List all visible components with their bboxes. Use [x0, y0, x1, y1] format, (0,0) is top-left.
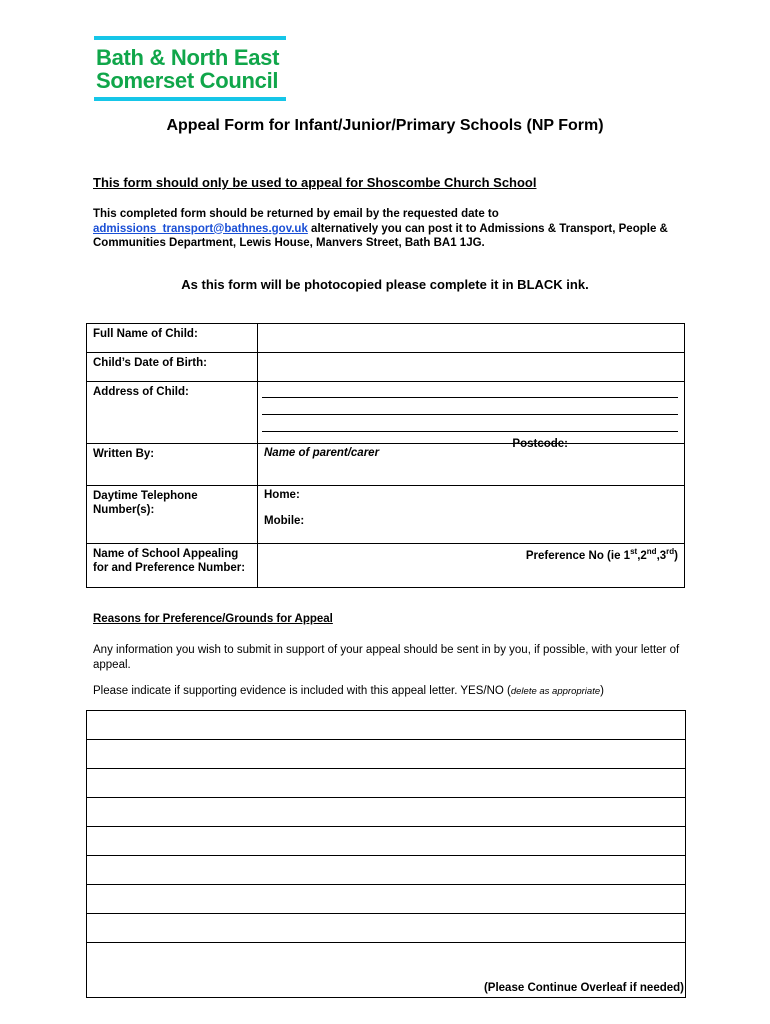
written-by-field[interactable] [258, 444, 685, 486]
admissions-email-link[interactable]: admissions_transport@bathnes.gov.uk [93, 222, 308, 235]
form-title: Appeal Form for Infant/Junior/Primary Schools (NP Form) [166, 117, 604, 134]
phone-label: Daytime Telephone Number(s): [87, 486, 258, 544]
address-field[interactable] [258, 382, 685, 450]
child-details-table [86, 323, 685, 588]
instructions-part-2: alternatively you can post it to Admissions & Transport, People & Communities Department, Lewis House, Manvers Street, Bath BA1 1JG. [93, 222, 668, 249]
table-row [87, 486, 685, 544]
school-field[interactable] [258, 544, 685, 588]
writing-line [87, 856, 685, 885]
writing-line [87, 740, 685, 769]
writing-line [87, 798, 685, 827]
school-label: Name of School Appealing for and Preference Number: [87, 544, 258, 588]
dob-label: Child’s Date of Birth: [87, 353, 258, 382]
supporting-info-text: Any information you wish to submit in support of your appeal should be sent in by you, if possible, with your letter of appeal. [93, 644, 680, 671]
writing-line [87, 885, 685, 914]
logo-line-1: Bath & North East [96, 45, 280, 70]
postcode-label: Postcode: [512, 438, 568, 450]
logo-text [94, 40, 286, 97]
writing-line [87, 914, 685, 943]
mobile-phone-label: Mobile: [264, 515, 305, 527]
full-name-field[interactable] [258, 324, 685, 353]
table-row [87, 324, 685, 353]
writing-line [87, 769, 685, 798]
table-row [87, 444, 685, 486]
logo-bottom-rule [94, 97, 286, 101]
writing-line [87, 711, 685, 740]
full-name-label: Full Name of Child: [87, 324, 258, 353]
written-by-hint: Name of parent/carer [264, 447, 380, 459]
instructions-part-1: This completed form should be returned by email by the requested date to [93, 208, 499, 220]
table-row [87, 353, 685, 382]
address-label: Address of Child: [87, 382, 258, 444]
reasons-heading: Reasons for Preference/Grounds for Appeal [93, 613, 333, 625]
logo-line-2: Somerset Council [96, 68, 279, 93]
phone-field[interactable] [258, 486, 685, 544]
black-ink-notice: As this form will be photocopied please complete it in BLACK ink. [181, 277, 589, 292]
table-row [87, 544, 685, 588]
reasons-writing-area[interactable] [86, 710, 686, 998]
return-instructions [93, 207, 693, 251]
table-row [87, 382, 685, 444]
form-subtitle: This form should only be used to appeal for Shoscombe Church School [93, 175, 537, 190]
address-line-3 [262, 431, 678, 432]
written-by-label: Written By: [87, 444, 258, 486]
address-line-1 [262, 397, 678, 398]
address-line-2 [262, 414, 678, 415]
council-logo [94, 36, 286, 101]
home-phone-label: Home: [264, 489, 300, 501]
continue-overleaf-note: (Please Continue Overleaf if needed) [483, 982, 684, 994]
dob-field[interactable] [258, 353, 685, 382]
delete-as-appropriate-note: delete as appropriate [510, 686, 601, 697]
evidence-question: Please indicate if supporting evidence is included with this appeal letter. YES/NO (delete as appropriate) [93, 685, 604, 697]
writing-line [87, 827, 685, 856]
preference-number-label: Preference No (ie 1st,2nd,3rd) [525, 547, 678, 562]
